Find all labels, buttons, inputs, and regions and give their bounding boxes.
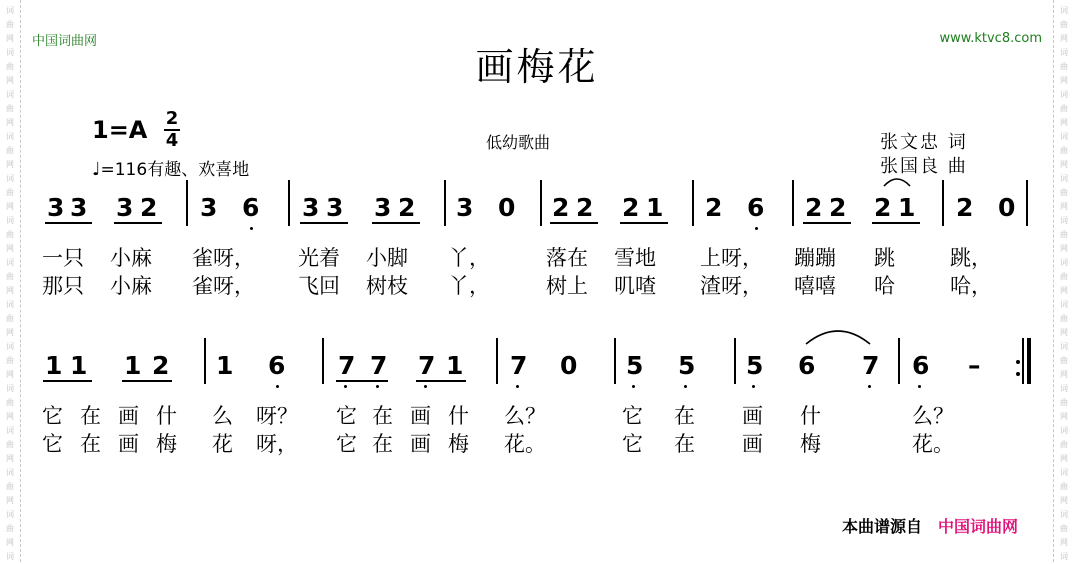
watermark-glyph: 曲 bbox=[6, 20, 14, 29]
note-digit: 0 bbox=[560, 351, 578, 380]
lyric-verse2: 树上 bbox=[546, 274, 588, 298]
note-digit: 6 bbox=[798, 351, 816, 380]
lyric-verse2: 渣呀， bbox=[700, 274, 763, 298]
note-digit: 2 bbox=[805, 193, 823, 222]
watermark-glyph: 曲 bbox=[1060, 356, 1068, 365]
watermark-glyph: 网 bbox=[1060, 538, 1068, 547]
lyric-verse2: 小麻 bbox=[110, 274, 152, 298]
watermark-glyph: 网 bbox=[6, 412, 14, 421]
note-digit: 3 bbox=[200, 193, 218, 222]
note-digit: 2 bbox=[622, 193, 640, 222]
watermark-glyph: 网 bbox=[1060, 160, 1068, 169]
watermark-glyph: 词 bbox=[6, 300, 14, 309]
note-digit: 7 bbox=[418, 351, 436, 380]
watermark-glyph: 词 bbox=[6, 468, 14, 477]
watermark-glyph: 词 bbox=[1060, 426, 1068, 435]
watermark-glyph: 网 bbox=[1060, 496, 1068, 505]
watermark-glyph: 网 bbox=[6, 286, 14, 295]
watermark-glyph: 曲 bbox=[6, 314, 14, 323]
lyric-verse1: 跳 bbox=[874, 246, 895, 270]
watermark-glyph: 曲 bbox=[1060, 272, 1068, 281]
watermark-glyph: 词 bbox=[6, 552, 14, 561]
note-digit: 1 bbox=[124, 351, 142, 380]
watermark-glyph: 曲 bbox=[1060, 188, 1068, 197]
lyric-verse1: 什 bbox=[800, 404, 821, 428]
song-title: 画梅花 bbox=[475, 45, 599, 89]
site-name-left: 中国词曲网 bbox=[32, 34, 98, 49]
lyric-verse1: 跳， bbox=[950, 246, 992, 270]
watermark-glyph: 词 bbox=[6, 216, 14, 225]
watermark-glyph: 网 bbox=[6, 370, 14, 379]
watermark-glyph: 网 bbox=[6, 76, 14, 85]
watermark-glyph: 词 bbox=[1060, 90, 1068, 99]
watermark-glyph: 曲 bbox=[6, 62, 14, 71]
watermark-glyph: 词 bbox=[6, 132, 14, 141]
watermark-glyph: 词 bbox=[1060, 48, 1068, 57]
note-digit: 2 bbox=[705, 193, 723, 222]
watermark-glyph: 曲 bbox=[1060, 440, 1068, 449]
watermark-glyph: 词 bbox=[6, 174, 14, 183]
watermark-glyph: 网 bbox=[1060, 118, 1068, 127]
watermark-glyph: 曲 bbox=[6, 356, 14, 365]
watermark-glyph: 网 bbox=[1060, 202, 1068, 211]
note-digit: 0 bbox=[998, 193, 1016, 222]
note-digit: 7 bbox=[370, 351, 388, 380]
note-digit: 2 bbox=[140, 193, 158, 222]
watermark-glyph: 词 bbox=[1060, 300, 1068, 309]
watermark-glyph: 网 bbox=[1060, 76, 1068, 85]
watermark-glyph: 曲 bbox=[6, 398, 14, 407]
watermark-glyph: 网 bbox=[6, 496, 14, 505]
lyric-verse1: 画 bbox=[410, 404, 431, 428]
lyric-verse2: 哈 bbox=[874, 274, 895, 298]
slur-arc bbox=[806, 331, 870, 344]
lyric-verse1: 么？ bbox=[912, 404, 954, 428]
note-digit: 2 bbox=[576, 193, 594, 222]
lyric-verse1: 落在 bbox=[546, 246, 588, 270]
lyric-verse2: 花。 bbox=[504, 432, 546, 456]
watermark-glyph: 曲 bbox=[1060, 524, 1068, 533]
watermark-glyph: 曲 bbox=[6, 272, 14, 281]
lyric-verse2: 在 bbox=[674, 432, 695, 456]
lyric-verse2: 梅 bbox=[156, 432, 177, 456]
lyric-verse1: 呀？ bbox=[256, 404, 298, 428]
watermark-glyph: 词 bbox=[6, 426, 14, 435]
lyric-verse1: 画 bbox=[742, 404, 763, 428]
key-signature: 1=A bbox=[92, 116, 148, 144]
note-digit: 3 bbox=[456, 193, 474, 222]
lyric-verse2: 哈， bbox=[950, 274, 992, 298]
lyric-verse2: 梅 bbox=[800, 432, 821, 456]
lyricist-credit: 张文忠 词 bbox=[880, 132, 968, 153]
watermark-glyph: 曲 bbox=[1060, 314, 1068, 323]
lyric-verse1: 它 bbox=[622, 404, 643, 428]
lyric-verse2: 在 bbox=[80, 432, 101, 456]
lyric-verse2: 叽喳 bbox=[614, 274, 656, 298]
watermark-glyph: 曲 bbox=[1060, 398, 1068, 407]
watermark-glyph: 网 bbox=[6, 454, 14, 463]
lyric-verse1: 画 bbox=[118, 404, 139, 428]
note-digit: 0 bbox=[498, 193, 516, 222]
note-digit: 3 bbox=[47, 193, 65, 222]
lyric-verse1: 一只 bbox=[42, 246, 84, 270]
lyric-verse2: 梅 bbox=[448, 432, 469, 456]
watermark-glyph: 词 bbox=[6, 90, 14, 99]
lyric-verse1: 光着 bbox=[298, 246, 340, 270]
lyric-verse1: 么？ bbox=[504, 404, 546, 428]
note-digit: 1 bbox=[646, 193, 664, 222]
lyric-verse1: 它 bbox=[42, 404, 63, 428]
note-digit: 2 bbox=[552, 193, 570, 222]
note-digit: 2 bbox=[874, 193, 892, 222]
watermark-glyph: 词 bbox=[1060, 342, 1068, 351]
watermark-glyph: 词 bbox=[1060, 510, 1068, 519]
note-digit: 2 bbox=[956, 193, 974, 222]
note-digit: 2 bbox=[398, 193, 416, 222]
lyric-verse1: 什 bbox=[448, 404, 469, 428]
source-credit bbox=[842, 514, 1018, 537]
source-label: 本曲谱源自 bbox=[842, 517, 923, 536]
note-digit: 2 bbox=[152, 351, 170, 380]
source-brand: 中国词曲网 bbox=[938, 517, 1019, 536]
watermark-glyph: 网 bbox=[1060, 328, 1068, 337]
note-digit: 3 bbox=[374, 193, 392, 222]
lyric-verse1: 上呀， bbox=[700, 246, 763, 270]
lyric-verse2: 树枝 bbox=[366, 274, 408, 298]
lyric-verse1: 在 bbox=[674, 404, 695, 428]
watermark-glyph: 词 bbox=[1060, 552, 1068, 561]
lyric-verse1: 雀呀， bbox=[192, 246, 255, 270]
lyric-verse1: 小脚 bbox=[366, 246, 408, 270]
lyric-verse2: 在 bbox=[372, 432, 393, 456]
watermark-glyph: 曲 bbox=[1060, 146, 1068, 155]
watermark-glyph: 曲 bbox=[6, 146, 14, 155]
note-digit: 6 bbox=[912, 351, 930, 380]
lyric-verse2: 画 bbox=[742, 432, 763, 456]
watermark-glyph: 曲 bbox=[1060, 104, 1068, 113]
note-digit: 2 bbox=[829, 193, 847, 222]
watermark-glyph: 网 bbox=[1060, 412, 1068, 421]
tempo-text: =116有趣、欢喜地 bbox=[100, 160, 250, 180]
watermark-glyph: 网 bbox=[1060, 286, 1068, 295]
note-digit: 3 bbox=[116, 193, 134, 222]
lyric-verse2: 雀呀， bbox=[192, 274, 255, 298]
note-digit: 7 bbox=[338, 351, 356, 380]
watermark-glyph: 词 bbox=[1060, 216, 1068, 225]
note-digit: 6 bbox=[242, 193, 260, 222]
watermark-glyph: 词 bbox=[6, 342, 14, 351]
watermark-glyph: 网 bbox=[6, 202, 14, 211]
note-digit: 1 bbox=[898, 193, 916, 222]
quarter-note-icon: ♩ bbox=[92, 159, 101, 180]
watermark-glyph: 词 bbox=[6, 6, 14, 15]
watermark-glyph: 曲 bbox=[1060, 20, 1068, 29]
watermark-glyph: 曲 bbox=[6, 230, 14, 239]
watermark-glyph: 网 bbox=[6, 160, 14, 169]
note-digit: 3 bbox=[70, 193, 88, 222]
composer-credit: 张国良 曲 bbox=[880, 156, 968, 177]
lyric-verse1: 么 bbox=[212, 404, 233, 428]
watermark-glyph: 网 bbox=[1060, 34, 1068, 43]
time-signature-top: 2 bbox=[165, 108, 179, 129]
lyric-verse2: 飞回 bbox=[298, 274, 340, 298]
lyric-verse1: 它 bbox=[336, 404, 357, 428]
watermark-glyph: 网 bbox=[1060, 454, 1068, 463]
watermark-glyph: 曲 bbox=[6, 188, 14, 197]
lyric-verse2: 呀， bbox=[256, 432, 298, 456]
lyric-verse2: 画 bbox=[118, 432, 139, 456]
watermark-glyph: 曲 bbox=[1060, 230, 1068, 239]
lyric-verse1: 什 bbox=[156, 404, 177, 428]
time-signature-bottom: 4 bbox=[165, 130, 179, 151]
lyric-verse2: 丫， bbox=[448, 274, 490, 298]
note-digit: 7 bbox=[510, 351, 528, 380]
note-digit: 3 bbox=[302, 193, 320, 222]
watermark-glyph: 词 bbox=[6, 510, 14, 519]
watermark-glyph: 曲 bbox=[6, 482, 14, 491]
lyric-verse2: 它 bbox=[336, 432, 357, 456]
watermark-glyph: 网 bbox=[1060, 370, 1068, 379]
watermark-glyph: 网 bbox=[6, 244, 14, 253]
watermark-glyph: 网 bbox=[6, 328, 14, 337]
note-digit: 3 bbox=[326, 193, 344, 222]
site-url-right: www.ktvc8.com bbox=[939, 31, 1042, 46]
lyric-verse1: 在 bbox=[80, 404, 101, 428]
watermark-glyph: 词 bbox=[6, 258, 14, 267]
lyric-verse1: 蹦蹦 bbox=[794, 246, 836, 270]
watermark-glyph: 曲 bbox=[6, 440, 14, 449]
watermark-glyph: 网 bbox=[6, 34, 14, 43]
watermark-glyph: 词 bbox=[1060, 132, 1068, 141]
watermark-glyph: 词 bbox=[1060, 468, 1068, 477]
lyric-verse1: 小麻 bbox=[110, 246, 152, 270]
watermark-glyph: 网 bbox=[1060, 244, 1068, 253]
lyric-verse2: 花。 bbox=[912, 432, 954, 456]
watermark-glyph: 词 bbox=[1060, 384, 1068, 393]
lyric-verse2: 那只 bbox=[42, 274, 84, 298]
lyric-verse2: 花 bbox=[212, 432, 233, 456]
note-digit: 6 bbox=[747, 193, 765, 222]
watermark-glyph: 网 bbox=[6, 538, 14, 547]
watermark-glyph: 曲 bbox=[6, 104, 14, 113]
watermark-glyph: 曲 bbox=[6, 524, 14, 533]
tie-arc bbox=[884, 179, 910, 186]
lyric-verse1: 在 bbox=[372, 404, 393, 428]
note-digit: 6 bbox=[268, 351, 286, 380]
note-digit: 1 bbox=[45, 351, 63, 380]
lyric-verse1: 丫， bbox=[448, 246, 490, 270]
note-digit: 7 bbox=[862, 351, 880, 380]
watermark-glyph: 词 bbox=[6, 48, 14, 57]
watermark-glyph: 词 bbox=[6, 384, 14, 393]
lyric-verse2: 它 bbox=[42, 432, 63, 456]
genre-label: 低幼歌曲 bbox=[486, 133, 551, 152]
note-digit: 5 bbox=[746, 351, 764, 380]
note-digit: 1 bbox=[216, 351, 234, 380]
watermark-glyph: 词 bbox=[1060, 258, 1068, 267]
note-digit: – bbox=[968, 351, 981, 380]
lyric-verse2: 嘻嘻 bbox=[794, 274, 836, 298]
note-digit: 1 bbox=[70, 351, 88, 380]
lyric-verse2: 它 bbox=[622, 432, 643, 456]
watermark-glyph: 词 bbox=[1060, 174, 1068, 183]
note-digit: 5 bbox=[626, 351, 644, 380]
watermark-glyph: 词 bbox=[1060, 6, 1068, 15]
watermark-glyph: 曲 bbox=[1060, 482, 1068, 491]
watermark-glyph: 网 bbox=[6, 118, 14, 127]
lyric-verse1: 雪地 bbox=[614, 246, 656, 270]
note-digit: 5 bbox=[678, 351, 696, 380]
lyric-verse2: 画 bbox=[410, 432, 431, 456]
watermark-glyph: 曲 bbox=[1060, 62, 1068, 71]
note-digit: 1 bbox=[446, 351, 464, 380]
